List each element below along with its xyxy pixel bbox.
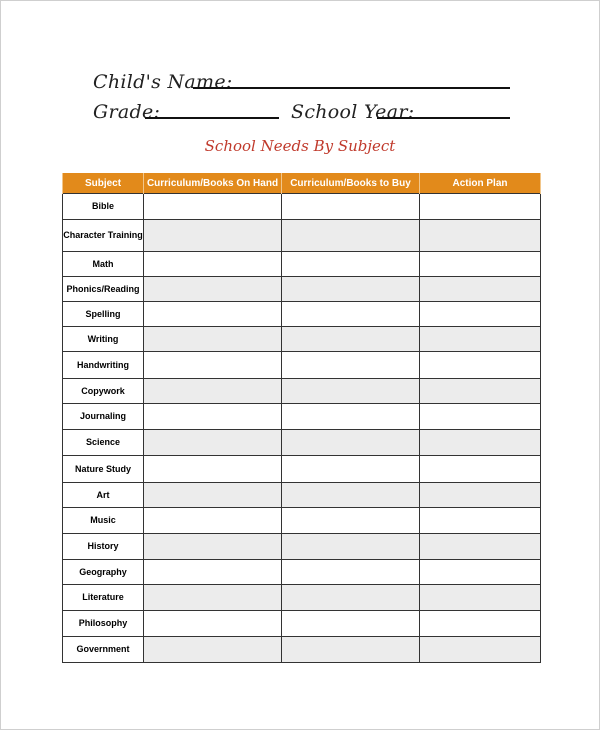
- books-on-hand-cell[interactable]: [144, 585, 282, 611]
- books-to-buy-cell[interactable]: [282, 508, 420, 534]
- action-plan-cell[interactable]: [420, 430, 541, 456]
- subject-cell: Nature Study: [63, 456, 144, 483]
- subject-cell: Copywork: [63, 379, 144, 404]
- subject-cell: Literature: [63, 585, 144, 611]
- books-on-hand-cell[interactable]: [144, 483, 282, 508]
- column-header-action-plan: Action Plan: [420, 173, 541, 194]
- child-name-label: Child's Name:: [93, 71, 233, 93]
- subject-cell: Geography: [63, 560, 144, 585]
- table-row: [63, 277, 541, 302]
- subject-cell: Art: [63, 483, 144, 508]
- table-row: [63, 637, 541, 663]
- grade-field[interactable]: [145, 117, 279, 119]
- subject-cell: Philosophy: [63, 611, 144, 637]
- subject-cell: Music: [63, 508, 144, 534]
- books-on-hand-cell[interactable]: [144, 430, 282, 456]
- books-on-hand-cell[interactable]: [144, 611, 282, 637]
- page-title: School Needs By Subject: [204, 137, 396, 155]
- books-to-buy-cell[interactable]: [282, 560, 420, 585]
- books-on-hand-cell[interactable]: [144, 327, 282, 352]
- action-plan-cell[interactable]: [420, 277, 541, 302]
- table-row: [63, 302, 541, 327]
- books-on-hand-cell[interactable]: [144, 252, 282, 277]
- table-row: [63, 404, 541, 430]
- books-to-buy-cell[interactable]: [282, 637, 420, 663]
- books-to-buy-cell[interactable]: [282, 327, 420, 352]
- action-plan-cell[interactable]: [420, 194, 541, 220]
- grade-label: Grade:: [93, 101, 161, 123]
- table-row: [63, 430, 541, 456]
- books-to-buy-cell[interactable]: [282, 611, 420, 637]
- books-on-hand-cell[interactable]: [144, 404, 282, 430]
- table-row: [63, 456, 541, 483]
- table-row: [63, 252, 541, 277]
- table-row: [63, 611, 541, 637]
- table-row: [63, 585, 541, 611]
- action-plan-cell[interactable]: [420, 404, 541, 430]
- books-to-buy-cell[interactable]: [282, 430, 420, 456]
- table-row: [63, 508, 541, 534]
- subject-cell: Writing: [63, 327, 144, 352]
- table-row: [63, 534, 541, 560]
- subject-cell: Character Training: [63, 220, 144, 252]
- action-plan-cell[interactable]: [420, 534, 541, 560]
- books-to-buy-cell[interactable]: [282, 534, 420, 560]
- books-to-buy-cell[interactable]: [282, 456, 420, 483]
- action-plan-cell[interactable]: [420, 302, 541, 327]
- needs-table: [62, 173, 541, 663]
- books-to-buy-cell[interactable]: [282, 252, 420, 277]
- books-on-hand-cell[interactable]: [144, 379, 282, 404]
- action-plan-cell[interactable]: [420, 637, 541, 663]
- books-to-buy-cell[interactable]: [282, 277, 420, 302]
- action-plan-cell[interactable]: [420, 379, 541, 404]
- books-to-buy-cell[interactable]: [282, 585, 420, 611]
- action-plan-cell[interactable]: [420, 585, 541, 611]
- books-to-buy-cell[interactable]: [282, 220, 420, 252]
- books-on-hand-cell[interactable]: [144, 302, 282, 327]
- table-header-row: [63, 173, 541, 194]
- action-plan-cell[interactable]: [420, 352, 541, 379]
- column-header-books-to-buy: Curriculum/Books to Buy: [282, 173, 420, 194]
- column-header-books-on-hand: Curriculum/Books On Hand: [144, 173, 282, 194]
- books-on-hand-cell[interactable]: [144, 560, 282, 585]
- books-to-buy-cell[interactable]: [282, 483, 420, 508]
- child-name-field[interactable]: [193, 87, 510, 89]
- subject-cell: Journaling: [63, 404, 144, 430]
- action-plan-cell[interactable]: [420, 327, 541, 352]
- action-plan-cell[interactable]: [420, 252, 541, 277]
- books-on-hand-cell[interactable]: [144, 534, 282, 560]
- action-plan-cell[interactable]: [420, 508, 541, 534]
- subject-cell: History: [63, 534, 144, 560]
- books-to-buy-cell[interactable]: [282, 302, 420, 327]
- action-plan-cell[interactable]: [420, 220, 541, 252]
- books-to-buy-cell[interactable]: [282, 194, 420, 220]
- action-plan-cell[interactable]: [420, 456, 541, 483]
- subject-cell: Bible: [63, 194, 144, 220]
- books-to-buy-cell[interactable]: [282, 352, 420, 379]
- column-header-subject: Subject: [63, 173, 144, 194]
- table-row: [63, 327, 541, 352]
- books-on-hand-cell[interactable]: [144, 194, 282, 220]
- action-plan-cell[interactable]: [420, 560, 541, 585]
- table-row: [63, 194, 541, 220]
- books-to-buy-cell[interactable]: [282, 404, 420, 430]
- subject-cell: Handwriting: [63, 352, 144, 379]
- subject-cell: Science: [63, 430, 144, 456]
- action-plan-cell[interactable]: [420, 611, 541, 637]
- subject-cell: Spelling: [63, 302, 144, 327]
- books-on-hand-cell[interactable]: [144, 277, 282, 302]
- table-row: [63, 560, 541, 585]
- subject-cell: Math: [63, 252, 144, 277]
- table-row: [63, 483, 541, 508]
- table-row: [63, 220, 541, 252]
- subject-cell: Phonics/Reading: [63, 277, 144, 302]
- school-year-field[interactable]: [377, 117, 510, 119]
- books-on-hand-cell[interactable]: [144, 352, 282, 379]
- books-on-hand-cell[interactable]: [144, 220, 282, 252]
- school-year-label: School Year:: [291, 101, 415, 123]
- books-on-hand-cell[interactable]: [144, 456, 282, 483]
- action-plan-cell[interactable]: [420, 483, 541, 508]
- books-on-hand-cell[interactable]: [144, 508, 282, 534]
- table-row: [63, 379, 541, 404]
- books-on-hand-cell[interactable]: [144, 637, 282, 663]
- subject-cell: Government: [63, 637, 144, 663]
- table-row: [63, 352, 541, 379]
- books-to-buy-cell[interactable]: [282, 379, 420, 404]
